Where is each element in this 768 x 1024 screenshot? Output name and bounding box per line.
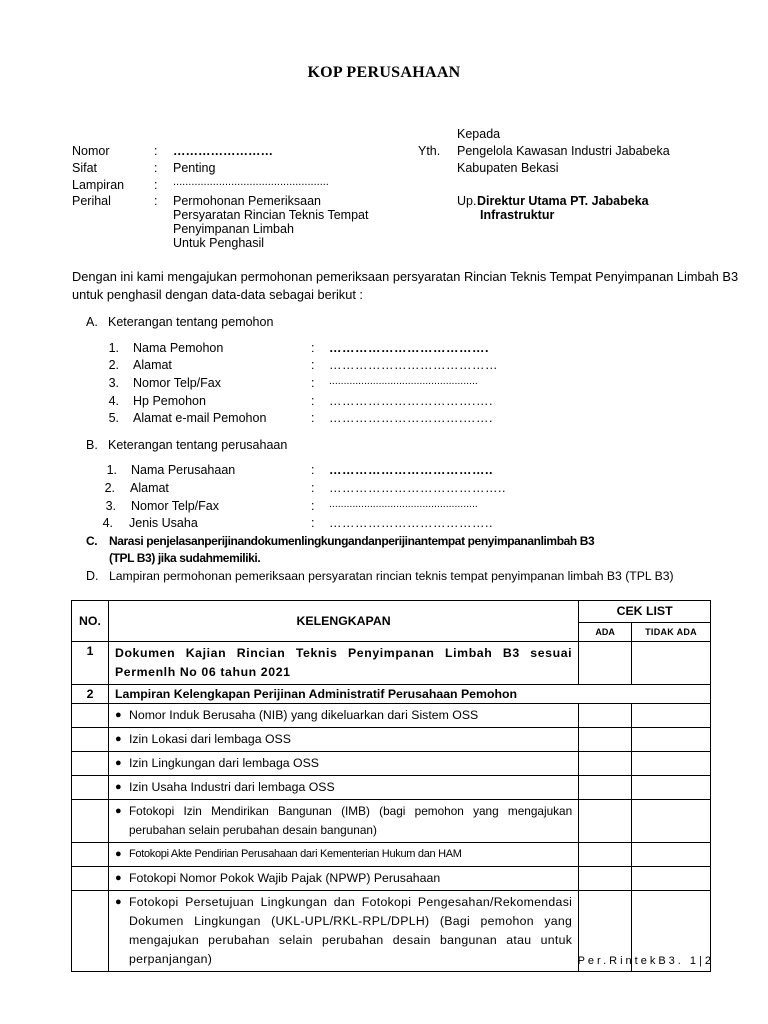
section-a-label: A. (86, 315, 98, 329)
bullet-text: Fotokopi Nomor Pokok Wajib Pajak (NPWP) Perusahaan (128, 871, 441, 885)
section-c-label: C. (86, 534, 98, 548)
colon: : (311, 341, 315, 355)
kelengkapan-table (71, 600, 711, 972)
row-text: Lampiran Kelengkapan Perijinan Administratif Perusahaan Pemohon (108, 685, 710, 704)
bullet-text: Fotokopi Persetujuan Lingkungan dan Fotokopi Pengesahan/Rekomendasi Dokumen Lingkungan (UKL-UPL/RKL-RPL/DPLH) (Bagi pemohon yang mengajukan perubahan selain perubahan desain bangunan atau untuk perpanjangan) (128, 895, 573, 966)
colon: : (311, 411, 315, 425)
check-cell-tidak-ada[interactable] (632, 642, 711, 685)
yth-label: Yth. (418, 144, 441, 158)
list-item-number: 4. (102, 516, 113, 530)
perihal-line: Untuk Penghasil (173, 236, 265, 250)
nomor-label: Nomor (72, 144, 110, 158)
perihal-line: Persyaratan Rincian Teknis Tempat (173, 208, 369, 222)
bullet-text: Izin Lingkungan dari lembaga OSS (128, 756, 320, 770)
recipient-line: Kabupaten Bekasi (457, 161, 559, 175)
table-row (72, 685, 711, 704)
col-tidak-ada-header: TIDAK ADA (632, 622, 711, 641)
check-cell-ada[interactable] (579, 867, 632, 891)
row-number: 2 (72, 685, 109, 704)
bullet-icon: ● (114, 781, 122, 793)
check-cell-tidak-ada[interactable] (632, 800, 711, 843)
check-cell-ada[interactable] (579, 800, 632, 843)
check-cell-ada[interactable] (579, 776, 632, 800)
list-item-label: Alamat (130, 481, 169, 495)
perihal-line: Penyimpanan Limbah (173, 222, 294, 236)
list-item-number: 1. (106, 463, 117, 477)
empty-cell (72, 704, 109, 728)
fill-dots: ………………………………….. (329, 481, 506, 495)
check-cell-ada[interactable] (579, 752, 632, 776)
list-item-number: 3. (108, 376, 119, 390)
table-row (72, 752, 711, 776)
section-a-title: Keterangan tentang pemohon (108, 315, 274, 329)
check-cell-tidak-ada[interactable] (632, 843, 711, 867)
nomor-value: …………………… (173, 144, 273, 158)
check-cell-tidak-ada[interactable] (632, 728, 711, 752)
page-footer: Per.RintekB3. 1|2 (577, 955, 714, 967)
list-item-label: Nama Perusahaan (131, 463, 236, 477)
bullet-text: Izin Lokasi dari lembaga OSS (128, 732, 291, 746)
check-cell-tidak-ada[interactable] (632, 776, 711, 800)
colon: : (311, 499, 315, 513)
colon: : (154, 161, 158, 175)
bullet-icon: ● (114, 733, 122, 745)
colon: : (154, 144, 158, 158)
up-prefix: Up. (457, 194, 477, 208)
section-c-line: (TPL B3) jika sudahmemiliki. (109, 551, 261, 565)
section-b-label: B. (86, 438, 98, 452)
empty-cell (72, 867, 109, 891)
list-item-label: Jenis Usaha (129, 516, 198, 530)
colon: : (154, 194, 158, 208)
check-cell-tidak-ada[interactable] (632, 867, 711, 891)
list-item-label: Nama Pemohon (133, 341, 224, 355)
recipient-line: Pengelola Kawasan Industri Jababeka (457, 144, 670, 158)
section-d-label: D. (86, 569, 99, 583)
section-d-text: Lampiran permohonan pemeriksaan persyaratan rincian teknis tempat penyimpanan limbah B3 (TPL B3) (109, 569, 674, 583)
check-cell-tidak-ada[interactable] (632, 704, 711, 728)
colon: : (311, 463, 315, 477)
check-cell-tidak-ada[interactable] (632, 752, 711, 776)
bullet-icon: ● (114, 805, 122, 817)
table-row (72, 843, 711, 867)
perihal-line: Permohonan Pemeriksaan (173, 194, 321, 208)
perihal-label: Perihal (72, 194, 111, 208)
section-c-line: Narasi penjelasanperijinandokumenlingkungandanperijinantempat penyimpananlimbah B3 (109, 534, 595, 548)
list-item-label: Nomor Telp/Fax (131, 499, 219, 513)
list-item-number: 1. (108, 341, 119, 355)
bullet-icon: ● (114, 709, 122, 721)
colon: : (311, 376, 315, 390)
intro-paragraph: Dengan ini kami mengajukan permohonan pemeriksaan persyaratan Rincian Teknis Tempat Penyimpanan Limbah B3 untuk penghasil dengan data-data sebagai berikut : (72, 269, 739, 302)
list-item-number: 3. (105, 499, 116, 513)
empty-cell (72, 800, 109, 843)
up-line: Infrastruktur (480, 208, 555, 222)
fill-dots: ……………………………….. (329, 463, 493, 477)
list-item-number: 2. (104, 481, 115, 495)
bullet-text: Fotokopi Izin Mendirikan Bangunan (IMB) (bagi pemohon yang mengajukan perubahan selain perubahan desain bangunan) (128, 804, 573, 837)
row-number: 1 (72, 642, 109, 685)
list-item-label: Hp Pemohon (133, 394, 206, 408)
up-line: Direktur Utama PT. Jababeka (477, 194, 649, 208)
bullet-icon: ● (114, 872, 122, 884)
table-row (72, 728, 711, 752)
fill-dots: ……………………………….. (329, 516, 493, 530)
fill-dots: ………………………….……. (329, 411, 493, 425)
fill-dots: ................................................... (329, 375, 478, 387)
colon: : (311, 516, 315, 530)
table-row (72, 642, 711, 685)
list-item-number: 5. (108, 411, 119, 425)
list-item-label: Nomor Telp/Fax (133, 376, 221, 390)
check-cell-ada[interactable] (579, 728, 632, 752)
empty-cell (72, 891, 109, 972)
col-ceklist-header: CEK LIST (579, 601, 711, 623)
sifat-value: Penting (173, 161, 216, 175)
row-text: Dokumen Kajian Rincian Teknis Penyimpanan Limbah B3 sesuai Permenlh No 06 tahun 2021 (108, 642, 578, 685)
empty-cell (72, 776, 109, 800)
table-row (72, 776, 711, 800)
bullet-icon: ● (114, 848, 122, 860)
colon: : (311, 358, 315, 372)
check-cell-ada[interactable] (579, 843, 632, 867)
colon: : (154, 178, 158, 192)
bullet-text: Fotokopi Akte Pendirian Perusahaan dari Kementerian Hukum dan HAM (128, 848, 462, 860)
section-b-title: Keterangan tentang perusahaan (108, 438, 288, 452)
table-row (72, 704, 711, 728)
bullet-text: Nomor Induk Berusaha (NIB) yang dikeluarkan dari Sistem OSS (128, 708, 479, 722)
empty-cell (72, 728, 109, 752)
letterhead-title: KOP PERUSAHAAN (307, 64, 461, 81)
col-ada-header: ADA (579, 622, 632, 641)
list-item-label: Alamat e-mail Pemohon (133, 411, 267, 425)
fill-dots: ………………………………. (329, 341, 489, 355)
col-no-header: NO. (72, 601, 109, 642)
lampiran-value: ................................................... (173, 176, 329, 188)
sifat-label: Sifat (72, 161, 98, 175)
col-kelengkapan-header: KELENGKAPAN (108, 601, 578, 642)
empty-cell (72, 843, 109, 867)
check-cell-ada[interactable] (579, 704, 632, 728)
bullet-icon: ● (114, 757, 122, 769)
list-item-number: 2. (108, 358, 119, 372)
table-row (72, 800, 711, 843)
fill-dots: ………………………………… (329, 358, 498, 372)
bullet-icon: ● (114, 896, 122, 908)
table-row (72, 867, 711, 891)
table-header-row (72, 601, 711, 623)
bullet-text: Izin Usaha Industri dari lembaga OSS (128, 780, 335, 794)
kepada-label: Kepada (457, 127, 501, 141)
lampiran-label: Lampiran (72, 178, 125, 192)
check-cell-ada[interactable] (579, 642, 632, 685)
list-item-number: 4. (108, 394, 119, 408)
empty-cell (72, 752, 109, 776)
fill-dots: ................................................... (329, 498, 478, 510)
fill-dots: …………………………….…. (329, 394, 493, 408)
colon: : (311, 481, 315, 495)
list-item-label: Alamat (133, 358, 172, 372)
colon: : (311, 394, 315, 408)
